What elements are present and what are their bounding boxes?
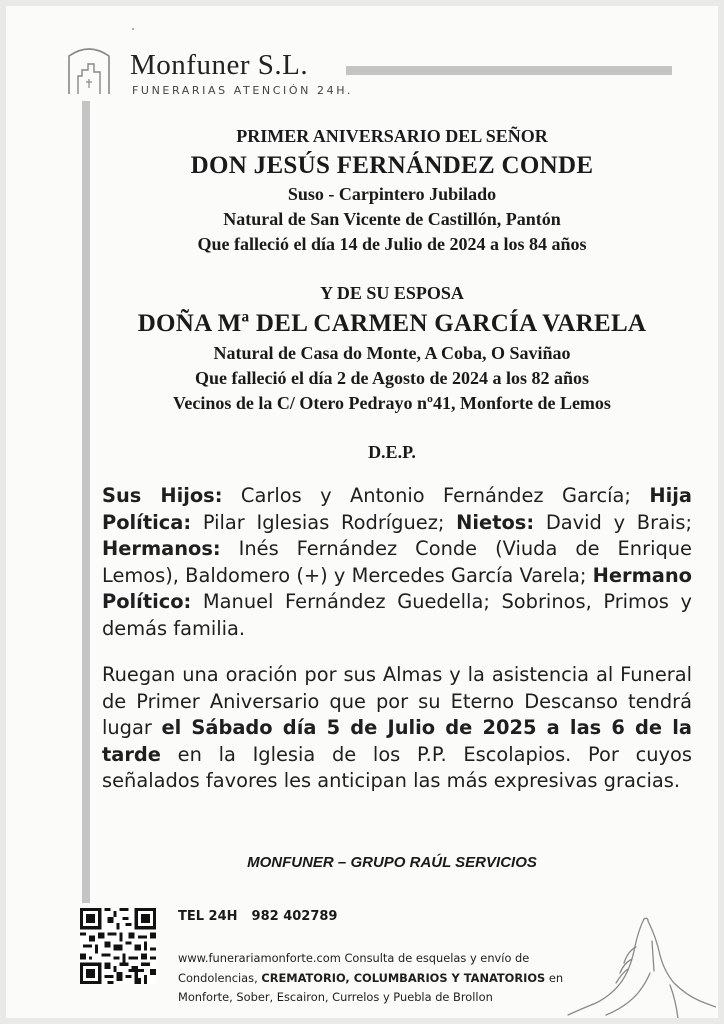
hermanos-text: Inés Fernández Conde (Viuda de Enrique Lemos), Baldomero	[102, 537, 692, 587]
phone-line	[178, 909, 351, 924]
announcement-paragraph	[102, 662, 692, 795]
nietos-label: Nietos:	[456, 510, 535, 534]
hermanos-label: Hermanos:	[102, 537, 221, 561]
deceased2-death: Que falleció el día 2 de Agosto de 2024 a los 82 años	[194, 368, 589, 388]
qr-code-icon	[80, 908, 156, 984]
tel-label: TEL 24H	[178, 909, 238, 924]
decorative-top-bar	[346, 66, 672, 75]
announcement-text-1: Ruegan una oración por sus Almas y la asistencia al Funeral de Primer Aniversario que por su Eterno Descanso tendrá lugar	[102, 663, 692, 740]
footer-info	[178, 949, 598, 1008]
decorative-left-bar	[82, 101, 90, 903]
dep-text: D.E.P.	[368, 442, 416, 462]
brand-name: Monfuner S.L.	[130, 49, 309, 81]
heading-spouse: Y DE SU ESPOSA	[320, 283, 464, 303]
cross-icon: (+)	[296, 563, 328, 587]
nietos-text: David y Brais;	[534, 510, 692, 534]
heading-first-anniversary: PRIMER ANIVERSARIO DEL SEÑOR	[236, 126, 548, 146]
hija-label: Hija Política:	[102, 484, 692, 534]
family-paragraph	[102, 483, 692, 643]
group-name: MONFUNER – GRUPO RAÚL SERVICIOS	[247, 854, 537, 871]
deceased1-death: Que falleció el día 14 de Julio de 2024 a los 84 años	[197, 234, 587, 254]
hijos-label: Sus Hijos:	[102, 484, 223, 507]
deceased1-origin: Natural de San Vicente de Castillón, Pantón	[223, 209, 561, 229]
deceased2-address: Vecinos de la C/ Otero Pedrayo nº41, Monforte de Lemos	[173, 393, 611, 413]
hijos-text: Carlos y Antonio Fernández García;	[222, 484, 650, 507]
hermano-politico-label: Hermano Político:	[102, 563, 692, 614]
hermanos-text-2: y Mercedes García Varela;	[327, 563, 593, 587]
hermano-politico-text: Manuel Fernández Guedella; Sobrinos, Primos y demás familia.	[102, 590, 692, 640]
funeral-date: el Sábado día 5 de Julio de 2025 a las 6 de la tarde	[102, 716, 692, 766]
hija-text: Pilar Iglesias Rodríguez;	[191, 510, 457, 534]
announcement-text-2: en la Iglesia de los P.P. Escolapios. Por cuyos señalados favores les anticipan las más expresivas gracias.	[102, 742, 692, 793]
deceased2-origin: Natural de Casa do Monte, A Coba, O Saviñao	[213, 343, 571, 363]
deceased-name-1: DON JESÚS FERNÁNDEZ CONDE	[190, 152, 594, 179]
brand-tagline: FUNERARIAS ATENCIÓN 24H.	[132, 84, 354, 97]
deceased1-nickname: Suso - Carpintero Jubilado	[287, 184, 497, 204]
tel-number[interactable]: 982 402789	[251, 909, 338, 924]
monfuner-logo-icon	[64, 42, 114, 98]
info-text-1: Consulta de esquelas y envío de Condolencias,	[178, 951, 530, 985]
info-text-2: en Monforte, Sober, Escairon, Currelos y Puebla de Brollon	[178, 970, 564, 1005]
info-services: CREMATORIO, COLUMBARIOS Y TANATORIOS	[261, 970, 546, 985]
website-link[interactable]: www.funerariamonforte.com	[178, 951, 341, 965]
praying-hands-icon	[566, 911, 716, 1018]
speck	[132, 28, 134, 30]
deceased-name-2: DOÑA Mª DEL CARMEN GARCÍA VARELA	[137, 310, 647, 337]
obituary-page	[6, 6, 718, 1018]
